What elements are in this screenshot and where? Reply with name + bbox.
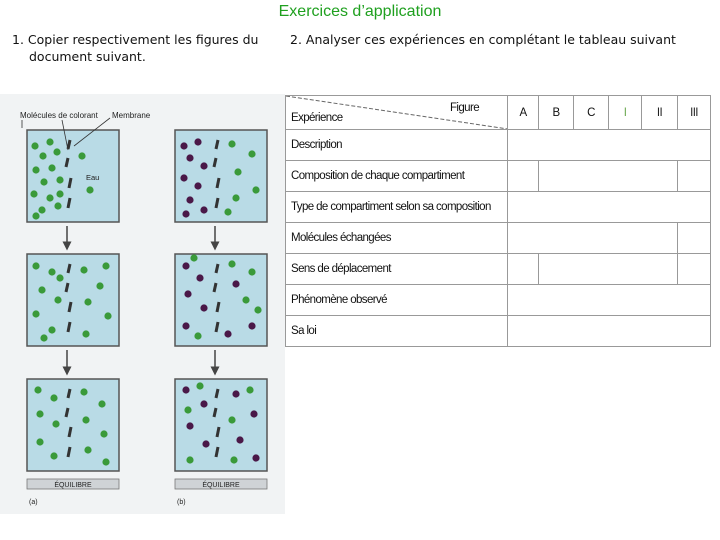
column-header-b: B: [539, 96, 574, 130]
label-water: Eau: [86, 173, 100, 182]
table-header-row: [286, 96, 711, 130]
column-header-i: I: [609, 96, 642, 130]
answer-cell[interactable]: [508, 223, 678, 254]
instruction-1-line2: document suivant.: [29, 49, 146, 64]
column-header-ii: II: [642, 96, 678, 130]
box-a3: [27, 379, 119, 471]
row-label: Molécules échangées: [286, 223, 508, 254]
instruction-complete-table: 2. Analyser ces expériences en complétant le tableau suivant: [290, 32, 676, 47]
table-row-law: [286, 316, 711, 347]
answer-cell[interactable]: [508, 192, 711, 223]
header-figure: Figure: [450, 102, 479, 114]
table-row-molecules-exchanged: [286, 223, 711, 254]
column-b: [175, 130, 267, 471]
answer-cell[interactable]: [508, 316, 711, 347]
answer-cell[interactable]: [678, 223, 711, 254]
box-b1: [175, 130, 267, 222]
column-header-iii: III: [678, 96, 711, 130]
label-membrane: Membrane: [112, 111, 151, 120]
column-header-a: A: [508, 96, 539, 130]
table-row-compartment-type: [286, 192, 711, 223]
equilibrium-label-b: ÉQUILIBRE: [202, 482, 240, 489]
header-diagonal-cell: [286, 96, 508, 130]
equilibrium-labels: [27, 479, 267, 506]
row-label: Description: [286, 130, 508, 161]
row-label: Sa loi: [286, 316, 508, 347]
table-row-phenomenon: [286, 285, 711, 316]
answer-cell[interactable]: [508, 130, 711, 161]
diffusion-diagram: [0, 94, 285, 514]
row-label: Type de compartiment selon sa composition: [286, 192, 508, 223]
diffusion-figure: [0, 94, 285, 514]
column-header-c: C: [574, 96, 609, 130]
equilibrium-label-a: ÉQUILIBRE: [54, 482, 92, 489]
instruction-copy-figures: [12, 31, 280, 65]
table-row-composition: [286, 161, 711, 192]
answer-cell[interactable]: [678, 254, 711, 285]
experience-table: [285, 95, 711, 347]
experience-table-wrapper: [285, 95, 710, 347]
table-row-description: [286, 130, 711, 161]
row-label: Sens de déplacement: [286, 254, 508, 285]
label-dye-molecules: Molécules de colorant: [20, 111, 98, 120]
answer-cell[interactable]: [539, 161, 678, 192]
caption-b: (b): [177, 499, 186, 506]
answer-cell[interactable]: [539, 254, 678, 285]
answer-cell[interactable]: [678, 161, 711, 192]
row-label: Phénomène observé: [286, 285, 508, 316]
instruction-1-line1: 1. Copier respectivement les figures du: [12, 32, 259, 47]
page-title: Exercices d’application: [278, 3, 442, 20]
table-row-direction: [286, 254, 711, 285]
row-label: Composition de chaque compartiment: [286, 161, 508, 192]
answer-cell[interactable]: [508, 285, 711, 316]
answer-cell[interactable]: [508, 161, 539, 192]
answer-cell[interactable]: [508, 254, 539, 285]
caption-a: (a): [29, 499, 38, 506]
header-experience: Expérience: [291, 112, 343, 124]
